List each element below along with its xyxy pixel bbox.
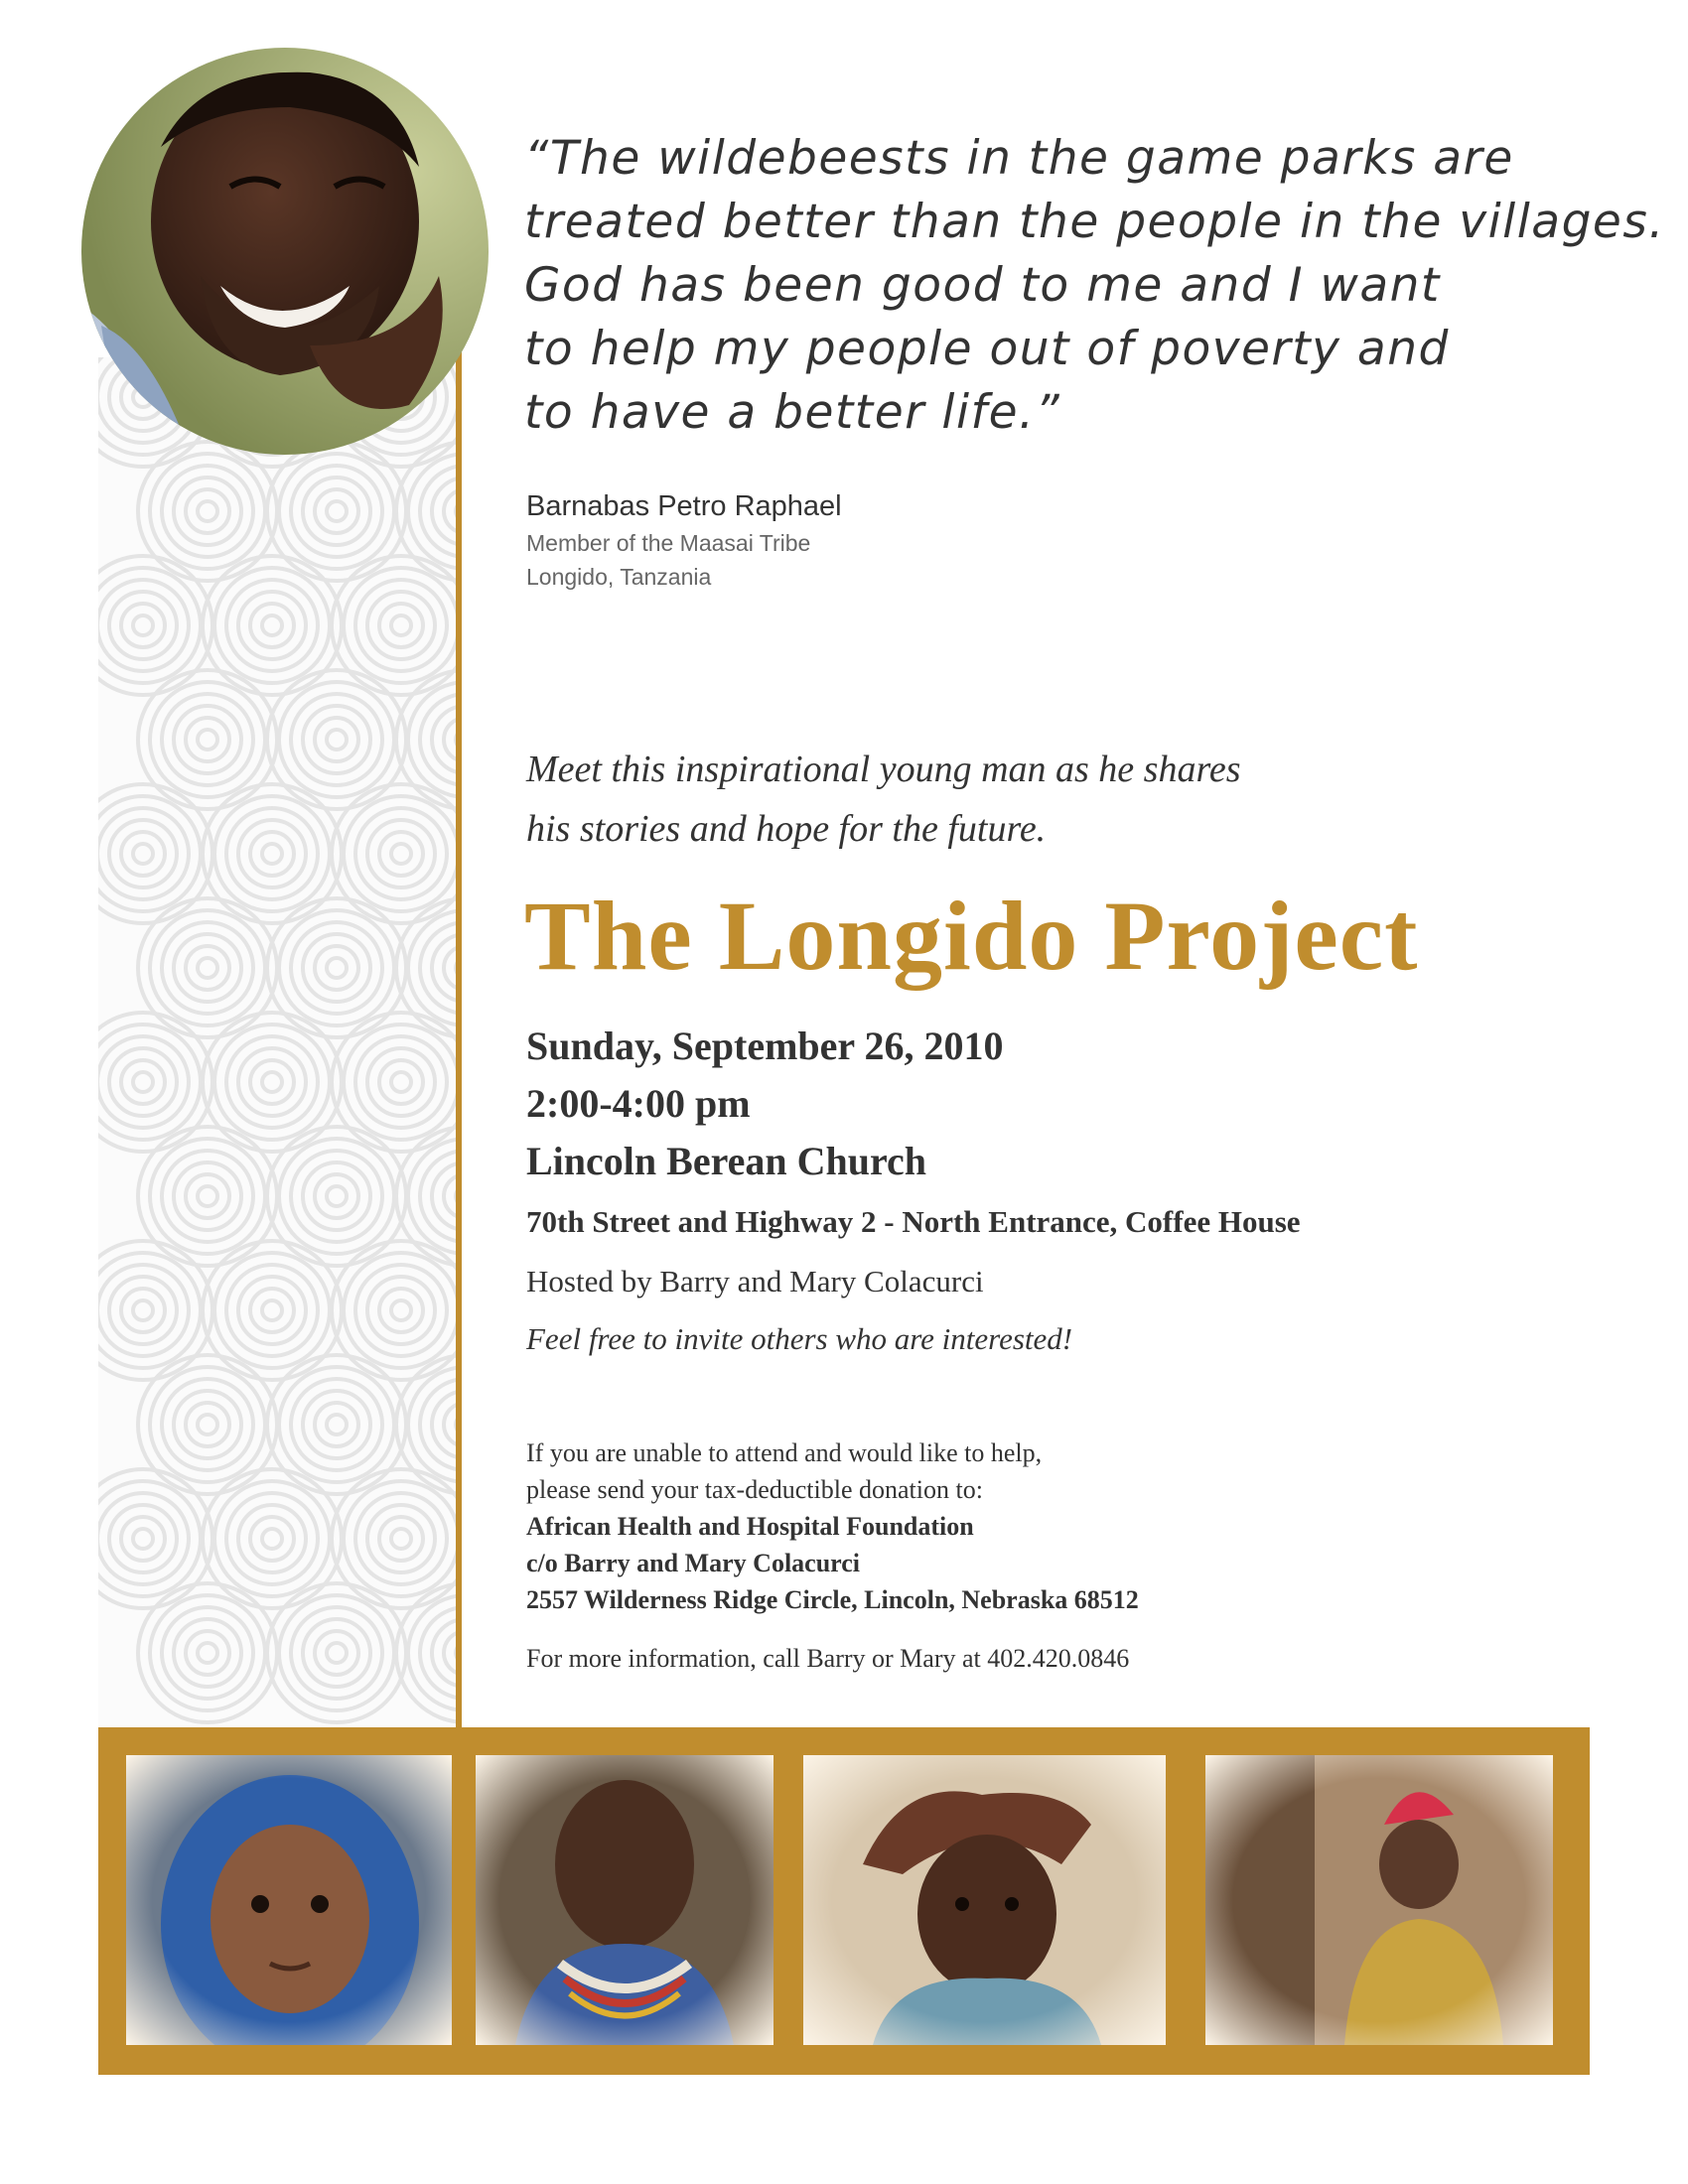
photo-band: [98, 1727, 1590, 2075]
boy-photo: [803, 1755, 1166, 2045]
event-date: Sunday, September 26, 2010: [526, 1024, 1004, 1068]
donation-care-of: c/o Barry and Mary Colacurci: [526, 1549, 861, 1577]
child-hood-photo: [126, 1755, 452, 2045]
intro-line: his stories and hope for the future.: [526, 808, 1047, 850]
event-time: 2:00-4:00 pm: [526, 1081, 751, 1126]
donation-line: If you are unable to attend and would like to help,: [526, 1438, 1043, 1467]
red-hat-woman-photo: [1205, 1755, 1553, 2045]
donation-address: 2557 Wilderness Ridge Circle, Lincoln, Nebraska 68512: [526, 1585, 1139, 1614]
quote-line: “The wildebeests in the game parks are: [524, 131, 1514, 186]
intro-text: [526, 740, 1241, 859]
quote-line: to help my people out of poverty and: [524, 322, 1450, 376]
quote-line: to have a better life.”: [524, 385, 1061, 440]
donation-organization: African Health and Hospital Foundation: [526, 1512, 974, 1541]
vertical-divider: [456, 338, 462, 1727]
quote-attribution: [526, 486, 842, 594]
event-venue: Lincoln Berean Church: [526, 1139, 927, 1183]
donation-info: [526, 1434, 1139, 1677]
speaker-name: Barnabas Petro Raphael: [526, 490, 842, 522]
speaker-location: Longido, Tanzania: [526, 564, 712, 590]
handwritten-quote: [524, 127, 1665, 445]
elder-woman-photo: [476, 1755, 774, 2045]
event-invite: Feel free to invite others who are interested!: [526, 1321, 1073, 1356]
donation-line: please send your tax-deductible donation to:: [526, 1475, 983, 1504]
quote-line: God has been good to me and I want: [524, 258, 1441, 313]
decorative-circle-pattern: [98, 357, 456, 1727]
quote-line: treated better than the people in the villages.: [524, 195, 1665, 249]
portrait-photo: [81, 48, 489, 455]
event-details: [526, 1018, 1301, 1357]
event-title: The Longido Project: [524, 881, 1419, 991]
speaker-role: Member of the Maasai Tribe: [526, 530, 811, 556]
contact-info: For more information, call Barry or Mary at 402.420.0846: [526, 1644, 1130, 1673]
event-address: 70th Street and Highway 2 - North Entrance, Coffee House: [526, 1204, 1301, 1239]
event-hosts: Hosted by Barry and Mary Colacurci: [526, 1264, 984, 1298]
intro-line: Meet this inspirational young man as he shares: [526, 749, 1241, 790]
